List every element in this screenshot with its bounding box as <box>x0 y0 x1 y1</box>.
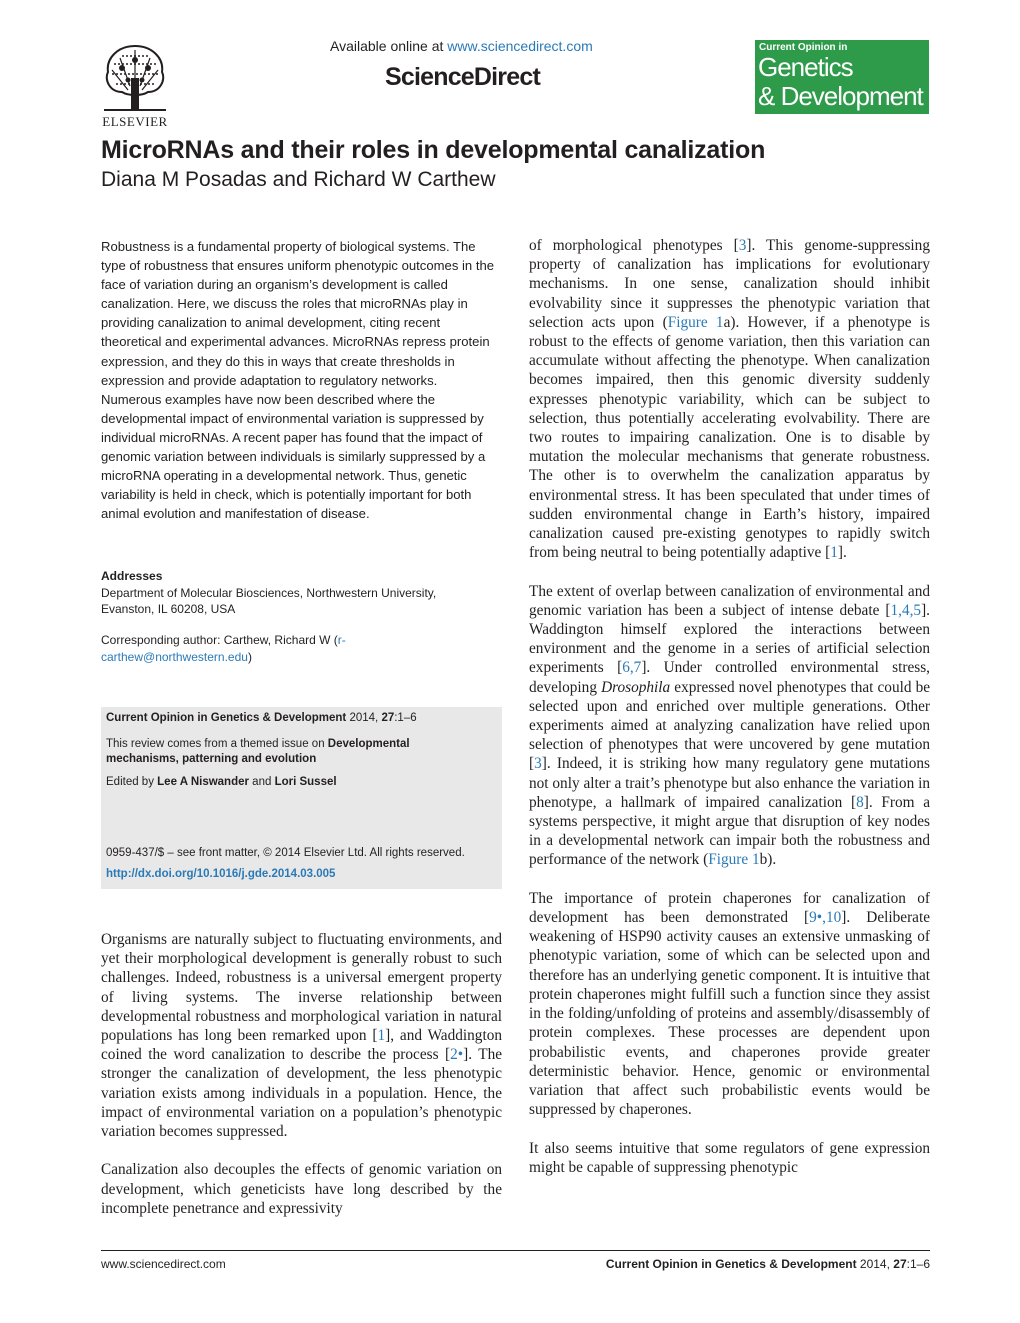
text-run: ]. This genome-suppressing property of canalization has implications for evolutionary mechanisms. In one sense, canalization should inhibit evolvability since it suppresses the phenotypic variation that selection acts upon ( <box>529 237 930 331</box>
corresponding-email-link[interactable]: r-carthew@northwestern.edu <box>101 633 346 664</box>
ref-link[interactable]: 1 <box>377 1027 386 1045</box>
abstract <box>101 237 496 523</box>
figure-link[interactable]: Figure 1 <box>667 313 724 331</box>
text-run: Canalization also decouples the effects of genomic variation on development, which geneticists have long described by the incomplete penetrance and expressivity <box>101 1161 502 1217</box>
footer-citation <box>606 1257 930 1271</box>
elsevier-tree-icon <box>100 42 170 114</box>
elsevier-logo <box>100 42 170 134</box>
infobox-volume: 27 <box>381 712 395 724</box>
text-run: ]. Under controlled environmental stress, developing <box>529 659 930 696</box>
infobox-citation <box>106 712 417 724</box>
footer-divider <box>101 1250 930 1251</box>
corresponding-author <box>101 632 431 666</box>
text-run: Organisms are naturally subject to fluctuating environments, and yet their morphological development is generally robust to such challenges. Indeed, robustness is a universal emergent property of living systems. The inverse relationship between developmental robustness and morphological variation in natural populations has long been remarked upon [ <box>101 931 502 1045</box>
text-run: of morphological phenotypes [ <box>529 237 739 254</box>
species-name: Drosophila <box>601 678 671 696</box>
infobox-journal: Current Opinion in Genetics & Development <box>106 712 347 724</box>
infobox-issue-theme: Developmental mechanisms, patterning and evolution <box>106 738 410 765</box>
text-run: The importance of protein chaperones for canalization of development has been demonstrated [ <box>529 889 930 927</box>
publisher-name: ELSEVIER <box>102 114 168 129</box>
infobox-edited-and: and <box>248 776 275 788</box>
infobox-issue-prefix: This review comes from a themed issue on <box>106 738 328 750</box>
address: Department of Molecular Biosciences, Northwestern University, Evanston, IL 60208, USA <box>101 586 437 616</box>
ref-link[interactable]: 8 <box>856 793 864 811</box>
infobox-editor-1: Lee A Niswander <box>157 776 249 788</box>
article-authors: Diana M Posadas and Richard W Carthew <box>101 168 496 191</box>
addresses-heading: Addresses <box>101 569 163 583</box>
corresponding-suffix: ) <box>247 650 252 664</box>
footer-site: www.sciencedirect.com <box>101 1257 226 1271</box>
sciencedirect-link[interactable]: www.sciencedirect.com <box>447 38 593 54</box>
ref-link[interactable]: 2• <box>450 1046 464 1064</box>
footer-journal: Current Opinion in Genetics & Development <box>605 1257 857 1271</box>
journal-logo-line2: & Development <box>758 81 923 111</box>
text-run: ]. The stronger the canalization of development, the less phenotypic variation exists among individuals in a population. Hence, the impact of environmental variation on a population’s phenotypic variation becomes suppressed. <box>101 1046 503 1141</box>
article-info-box <box>101 707 502 889</box>
abstract-text: Robustness is a fundamental property of biological systems. The type of robustness that ensures uniform phenotypic outcomes in the face of variation during an organism’s development is called canalization. Here, we discuss the roles that microRNAs play in providing canalization to animal development, citing recent theoretical and experimental advances. MicroRNAs repress protein expression, and they do this in ways that create thresholds in expression and provide adaptation to regulatory networks. Numerous examples have now been described where the developmental impact of environmental variation is suppressed by individual microRNAs. A recent paper has found that the impact of genomic variation between individuals is similarly suppressed by a microRNA operating in a developmental network. Thus, genetic variability is held in check, which is potentially important for both animal evolution and manifestation of disease. <box>101 239 495 522</box>
ref-link[interactable]: 1,4,5 <box>890 601 922 619</box>
ref-link[interactable]: 3 <box>738 237 747 254</box>
sciencedirect-wordmark: ScienceDirect <box>385 63 540 91</box>
available-prefix: Available online at <box>330 38 448 54</box>
paragraph-chaperones <box>529 889 930 1119</box>
paragraph-overlap <box>529 582 930 870</box>
infobox-year: 2014, <box>346 712 382 724</box>
ref-link[interactable]: 3 <box>534 755 542 773</box>
footer-pages: :1–6 <box>906 1257 930 1271</box>
infobox-editor-2: Lori Sussel <box>274 776 337 788</box>
left-body-column <box>101 930 502 1237</box>
journal-logo-line1: Genetics <box>758 52 853 82</box>
figure-link[interactable]: Figure 1 <box>708 851 760 869</box>
text-run: The extent of overlap between canalization of environmental and genomic variation has been a subject of intense debate [ <box>529 582 930 619</box>
right-body-column <box>529 236 930 1196</box>
infobox-copyright: 0959-437/$ – see front matter, © 2014 Elsevier Ltd. All rights reserved. <box>106 847 465 859</box>
text-run: a). However, if a phenotype is robust to the effects of genome variation, then this variation can accumulate without affecting the phenotype. When canalization becomes impaired, then this genomic diversity suddenly expresses phenotypic variability, which can be subject to selection, thus potentially accelerating evolvability. There are two routes to impairing canalization. One is to disable by mutation the molecular mechanisms that generate robustness. The other is to overwhelm the canalization apparatus by environmental stress. It has been speculated that under times of sudden environmental change in Earth’s history, impaired canalization caused pre-existing genotypes to rapidly switch from being neutral to being potentially adaptive [ <box>529 313 930 562</box>
ref-link[interactable]: 1 <box>830 544 838 562</box>
journal-logo <box>755 40 929 114</box>
text-run: ]. Deliberate weakening of HSP90 activity causes an extensive unmasking of phenotypic variation, some of which can be selected upon and therefore has an underlying genetic component. It is intuitive that protein chaperones might fulfill such a function since they assist in the folding/unfolding of proteins and assembly/disassembly of protein complexes. These processes are dependent upon probabilistic events, and chaperones provide greater deterministic behavior. Hence, genomic or environmental variation that affect such probabilistic events would be suppressed by chaperones. <box>529 909 930 1119</box>
infobox-issue <box>106 737 466 767</box>
text-run: ]. Waddington himself explored the interactions between environment and the genome in a series of artificial selection experiments [ <box>529 601 930 677</box>
infobox-editors <box>106 776 337 788</box>
footer-year: 2014, <box>856 1257 894 1271</box>
footer-volume: 27 <box>893 1257 907 1271</box>
text-run: ]. From a systems perspective, it might argue that disruption of key nodes in a developmental network can impair both the robustness and performance of the network ( <box>529 793 930 869</box>
text-run: expressed novel phenotypes that could be selected upon and enriched over multiple generations. Other experiments aimed at analyzing canalization have relied upon selection of phenotypes that were uncovered by gene mutation [ <box>529 678 931 773</box>
article-title: MicroRNAs and their roles in developmental canalization <box>101 136 766 164</box>
doi-link[interactable]: http://dx.doi.org/10.1016/j.gde.2014.03.005 <box>106 868 336 880</box>
available-online <box>330 38 593 54</box>
text-run: ]. <box>837 544 847 562</box>
paragraph-evolvability <box>529 236 930 562</box>
ref-link[interactable]: 9•,10 <box>809 909 842 927</box>
infobox-pages: :1–6 <box>394 712 417 724</box>
text-run: ]. Indeed, it is striking how many regulatory gene mutations not only alter a trait’s phenotype but also enhance the variation in phenotype, a hallmark of impaired canalization [ <box>529 755 930 811</box>
paragraph-regulators <box>529 1139 930 1177</box>
text-run: It also seems intuitive that some regulators of gene expression might be capable of suppressing phenotypic <box>529 1139 930 1176</box>
corresponding-prefix: Corresponding author: Carthew, Richard W ( <box>101 633 338 647</box>
ref-link[interactable]: 6,7 <box>622 659 642 677</box>
paragraph-decoupling <box>101 1160 502 1218</box>
journal-logo-small: Current Opinion in <box>759 42 848 53</box>
infobox-edited-prefix: Edited by <box>106 776 158 788</box>
text-run: b). <box>759 851 777 869</box>
paragraph-intro <box>101 930 502 1141</box>
text-run: ], and Waddington coined the word canalization to describe the process [ <box>101 1027 502 1064</box>
